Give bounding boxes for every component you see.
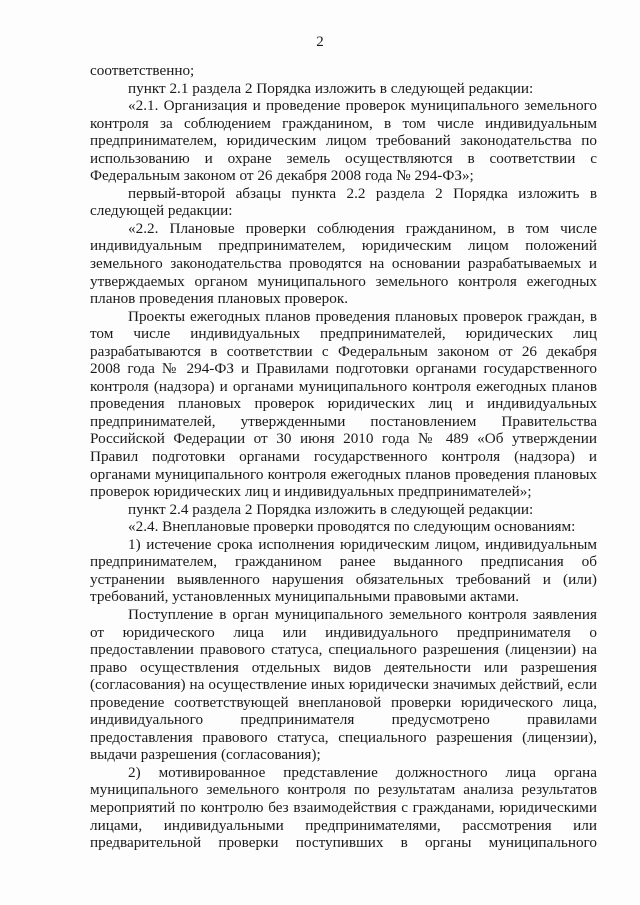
text-line: лицами, индивидуальными предпринимателями, рассмотрения или — [90, 816, 597, 834]
text-line: органами муниципального контроля ежегодных планов проведения плановых — [90, 465, 597, 483]
text-line: проверок юридических лиц и индивидуальных предпринимателей»; — [90, 483, 532, 501]
text-line: проведения плановых проверок юридических лиц и индивидуальных — [90, 395, 597, 413]
text-line: индивидуальным предпринимателем, юридическим лицом положений — [90, 237, 597, 255]
page-number: 2 — [316, 34, 324, 50]
text-line: предпринимателей, утвержденными постановлением Правительства — [90, 412, 597, 430]
text-line: мероприятий по контролю без взаимодействия с гражданами, юридическими — [90, 798, 597, 816]
text-line: «2.1. Организация и проведение проверок муниципального земельного — [128, 97, 597, 115]
text-line: Федеральным законом от 26 декабря 2008 года № 294-ФЗ»; — [90, 167, 474, 185]
document-body — [90, 62, 597, 852]
text-line: утверждаемых органом муниципального земельного контроля ежегодных — [90, 272, 597, 290]
text-line: предварительной проверки поступивших в органы муниципального — [90, 834, 597, 852]
text-line: предпринимателем, гражданином ранее выданного предписания об — [90, 553, 597, 571]
text-line: пункт 2.4 раздела 2 Порядка изложить в следующей редакции: — [128, 500, 534, 518]
text-line: Поступление в орган муниципального земельного контроля заявления — [128, 605, 597, 623]
text-line: контроля за соблюдением гражданином, в том числе индивидуальным — [90, 114, 597, 132]
text-line: 1) истечение срока исполнения юридическим лицом, индивидуальным — [128, 535, 597, 553]
text-line: разрабатываются в соответствии с Федеральным законом от 26 декабря — [90, 342, 597, 360]
text-line: Российской Федерации от 30 июня 2010 года № 489 «Об утверждении — [90, 430, 597, 448]
text-line: Правил подготовки органами государственного контроля (надзора) и — [90, 448, 597, 466]
text-line: первый-второй абзацы пункта 2.2 раздела 2 Порядка изложить в — [128, 184, 597, 202]
text-line: муниципального земельного контроля по результатам анализа результатов — [90, 781, 597, 799]
text-line: «2.4. Внеплановые проверки проводятся по следующим основаниям: — [128, 518, 576, 536]
text-line: проведение соответствующей внеплановой проверки юридического лица, — [90, 693, 597, 711]
text-line: том числе индивидуальных предпринимателей, юридических лиц — [90, 325, 597, 343]
text-line: предоставления правового статуса, специального разрешения (лицензии), — [90, 728, 597, 746]
text-line: планов проведения плановых проверок. — [90, 290, 349, 308]
text-line: предпринимателем, юридическим лицом требований законодательства по — [90, 132, 597, 150]
text-line: земельного законодательства проводятся на основании разрабатываемых и — [90, 255, 597, 273]
text-line: устранении выявленного нарушения обязательных требований и (или) — [90, 570, 597, 588]
text-line: право осуществления отдельных видов деятельности или разрешения — [90, 658, 597, 676]
text-line: индивидуального предпринимателя предусмотрено правилами — [90, 711, 597, 729]
text-line: 2) мотивированное представление должностного лица органа — [128, 763, 597, 781]
text-line: использованию и охране земель осуществляются в соответствии с — [90, 149, 597, 167]
text-line: соответственно; — [90, 62, 195, 79]
text-line: 2008 года № 294-ФЗ и Правилами подготовки органами государственного — [90, 360, 597, 378]
text-line: Проекты ежегодных планов проведения плановых проверок граждан, в — [128, 307, 597, 325]
text-line: контроля (надзора) и органами муниципального контроля ежегодных планов — [90, 377, 597, 395]
text-line: требований, установленных муниципальными правовыми актами. — [90, 588, 520, 606]
text-line: выдачи разрешения (согласования); — [90, 746, 321, 764]
text-line: (согласования) на осуществление иных юридически значимых действий, если — [90, 676, 597, 694]
text-line: предоставлении правового статуса, специального разрешения (лицензии) на — [90, 641, 597, 659]
text-line: от юридического лица или индивидуального предпринимателя о — [90, 623, 597, 641]
text-line: «2.2. Плановые проверки соблюдения гражданином, в том числе — [128, 219, 597, 237]
text-line: пункт 2.1 раздела 2 Порядка изложить в следующей редакции: — [128, 79, 534, 97]
text-line: следующей редакции: — [90, 202, 233, 220]
